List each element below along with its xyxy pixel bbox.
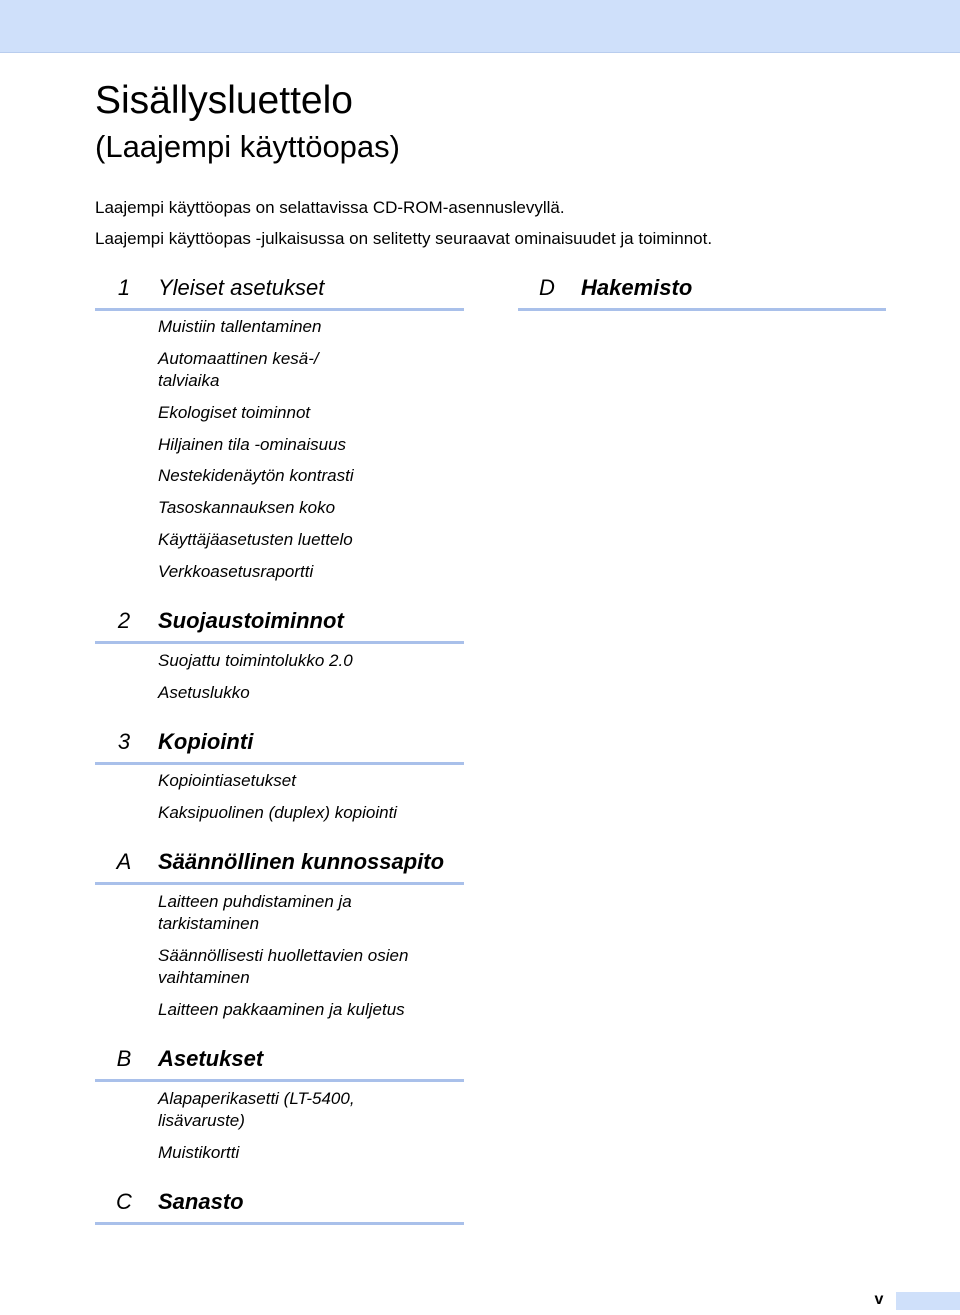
toc-entry[interactable]: Käyttäjäasetusten luettelo	[158, 530, 353, 549]
toc-section-b[interactable]	[95, 1043, 464, 1082]
section-number: C	[116, 1189, 132, 1214]
toc-entry[interactable]: Automaattinen kesä-/ talviaika	[158, 349, 319, 390]
toc-entry[interactable]: Alapaperikasetti (LT-5400, lisävaruste)	[158, 1089, 355, 1130]
toc-entry[interactable]: Verkkoasetusraportti	[158, 562, 314, 581]
footer-band	[896, 1292, 960, 1310]
page-number: v	[874, 1291, 884, 1308]
toc-entry[interactable]: Muistiin tallentaminen	[158, 317, 322, 336]
toc-section-2[interactable]	[95, 605, 464, 644]
toc-entry[interactable]: Säännöllisesti huollettavien osien vaihtaminen	[158, 946, 409, 987]
header-band	[0, 0, 960, 53]
toc-entry[interactable]: Muistikortti	[158, 1143, 240, 1162]
section-title: Asetukset	[158, 1046, 264, 1071]
intro-line-2: Laajempi käyttöopas -julkaisussa on selitetty seuraavat ominaisuudet ja toiminnot.	[95, 229, 713, 248]
toc-entry[interactable]: Suojattu toimintolukko 2.0	[158, 651, 353, 670]
section-title: Kopiointi	[158, 729, 254, 754]
toc-section-c[interactable]	[95, 1186, 464, 1225]
toc-section-3[interactable]	[95, 726, 464, 765]
toc-entry[interactable]: Ekologiset toiminnot	[158, 403, 311, 422]
section-number: 3	[117, 729, 131, 754]
toc-entry[interactable]: Kopiointiasetukset	[158, 771, 296, 790]
section-number: B	[116, 1046, 132, 1071]
section-number: 2	[117, 608, 131, 633]
toc-entry[interactable]: Nestekidenäytön kontrasti	[158, 466, 354, 485]
toc-entry[interactable]: Laitteen pakkaaminen ja kuljetus	[158, 1000, 405, 1019]
section-number: D	[539, 275, 555, 300]
section-number: A	[116, 849, 132, 874]
section-title: Säännöllinen kunnossapito	[158, 849, 445, 874]
section-number: 1	[117, 275, 131, 300]
section-title: Suojaustoiminnot	[158, 608, 344, 633]
section-title: Sanasto	[158, 1189, 244, 1214]
toc-entry[interactable]: Kaksipuolinen (duplex) kopiointi	[158, 803, 398, 822]
toc-section-a[interactable]	[95, 846, 464, 885]
toc-entry[interactable]: Asetuslukko	[158, 683, 250, 702]
section-title: Yleiset asetukset	[158, 275, 325, 300]
page-subtitle: (Laajempi käyttöopas)	[95, 129, 400, 164]
page-title: Sisällysluettelo	[95, 79, 353, 122]
toc-entry[interactable]: Hiljainen tila -ominaisuus	[158, 435, 347, 454]
section-title: Hakemisto	[581, 275, 693, 300]
toc-section-d[interactable]	[518, 272, 886, 311]
toc-section-1[interactable]	[95, 272, 464, 311]
toc-entry[interactable]: Laitteen puhdistaminen ja tarkistaminen	[158, 892, 352, 933]
intro-line-1: Laajempi käyttöopas on selattavissa CD-ROM-asennuslevyllä.	[95, 198, 565, 217]
toc-entry[interactable]: Tasoskannauksen koko	[158, 498, 336, 517]
